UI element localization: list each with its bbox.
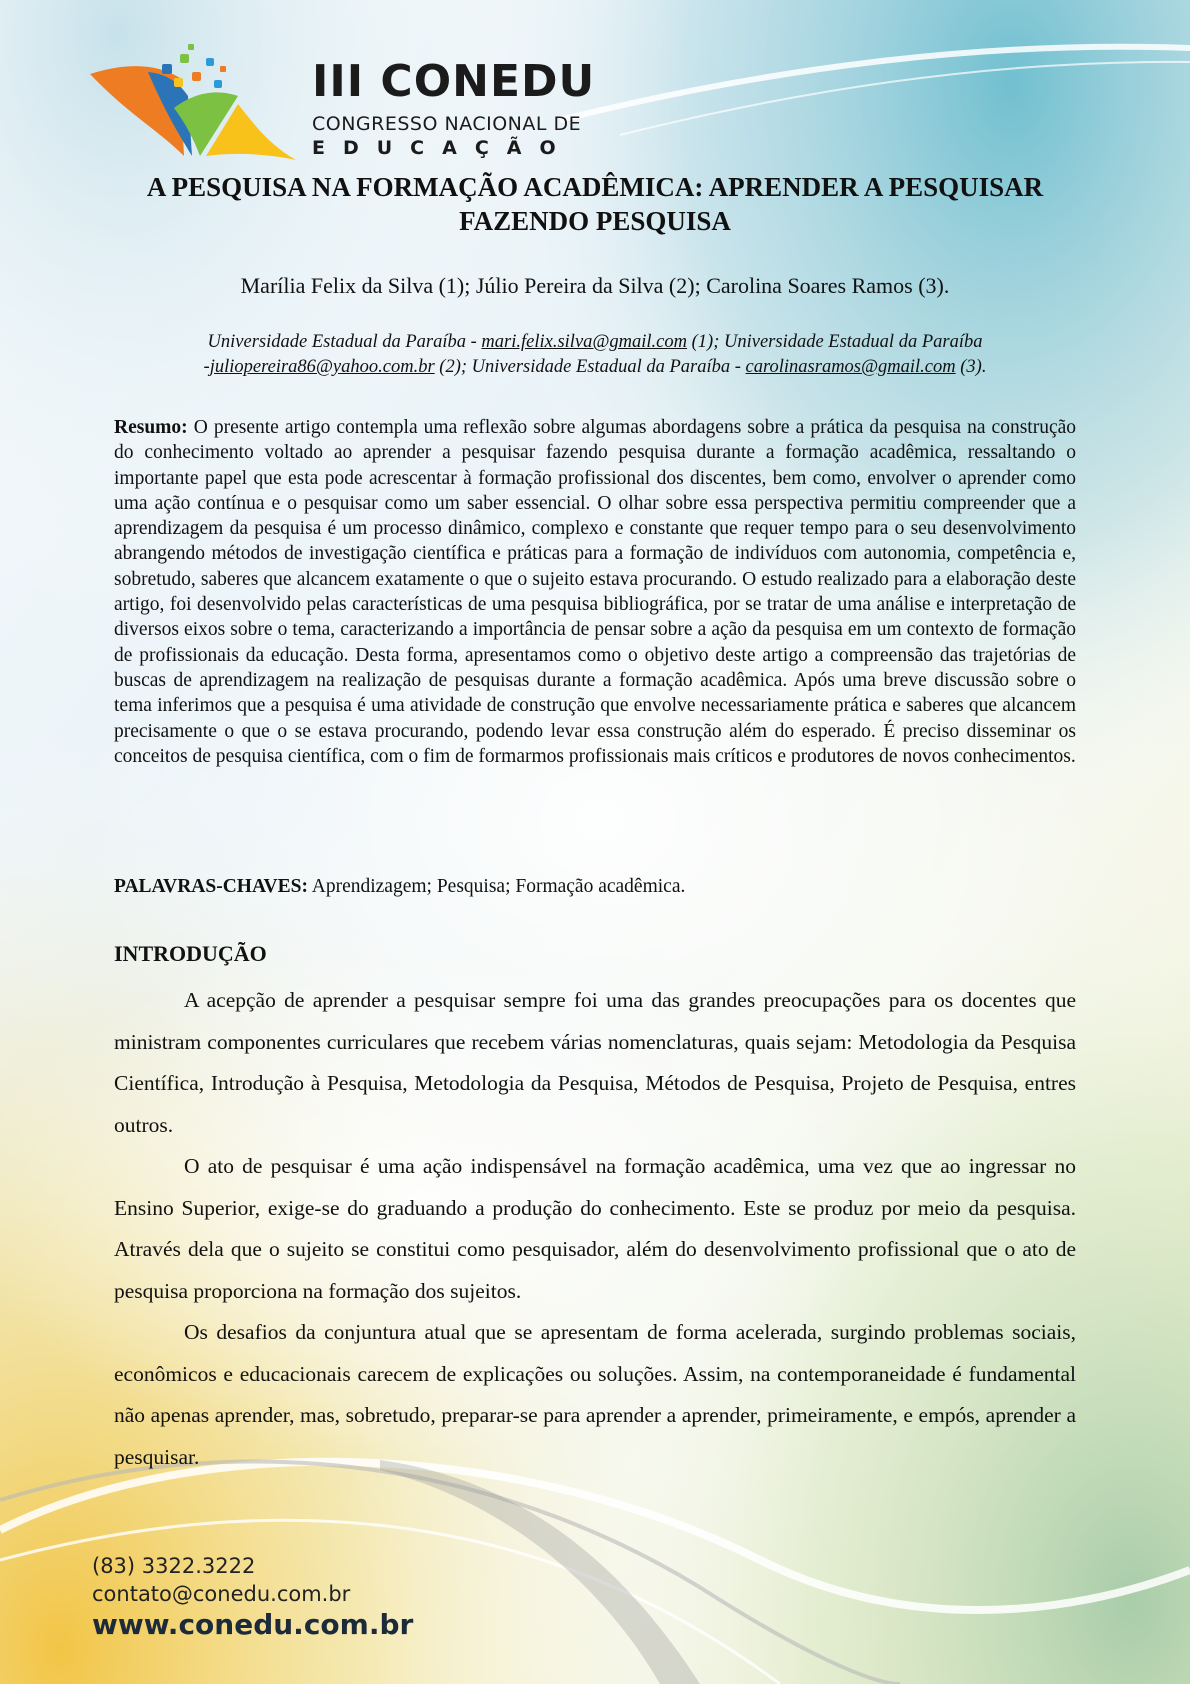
abstract-text: O presente artigo contempla uma reflexão sobre algumas abordagens sobre a prática da pesquisa na construção do conhecimento voltado ao aprender a pesquisar fazendo pesquisa durante a formação acadêmica, ressaltando o importante papel que esta pode acrescentar à formação profissional dos discentes, bem como, envolver o aprender como uma ação contínua e o pesquisar como um saber essencial. O olhar sobre essa perspectiva permitiu compreender que a aprendizagem da pesquisa é um processo dinâmico, complexo e constante que requer tempo para o seu desenvolvimento abrangendo métodos de investigação científica e práticas para a formação de indivíduos com autonomia, competência e, sobretudo, saberes que alcancem exatamente o que o sujeito estava procurando. O estudo realizado para a elaboração deste artigo, foi desenvolvido pelas características de uma pesquisa bibliográfica, por se tratar de uma análise e interpretação de diversos eixos sobre o tema, caracterizando a importância de pensar sobre a ação da pesquisa em um contexto de formação de profissionais da educação. Desta forma, apresentamos como o objetivo deste artigo a compreensão das trajetórias de buscas de aprendizagem na realização de pesquisas durante a formação acadêmica. Após uma breve discussão sobre o tema inferimos que a pesquisa é uma atividade de construção que envolve necessariamente prática e saberes que alcancem precisamente o que o se estava procurando, podendo levar essa construção além do esperado. É preciso disseminar os conceitos de pesquisa científica, com o fim de formarmos profissionais mais críticos e produtores de novos conhecimentos. <box>114 417 1076 767</box>
paragraph: Os desafios da conjuntura atual que se apresentam de forma acelerada, surgindo problemas sociais, econômicos e educacionais carecem de explicações ou soluções. Assim, na contemporaneidade é fundamental não apenas aprender, mas, sobretudo, preparar-se para aprender a aprender, primeiramente, e empós, aprender a pesquisar. <box>114 1320 1076 1469</box>
abstract <box>114 415 1076 769</box>
keywords-label: PALAVRAS-CHAVES: <box>114 876 308 897</box>
email-link[interactable]: mari.felix.silva@gmail.com <box>481 332 688 352</box>
affiliation-text: - <box>203 357 210 377</box>
keywords <box>114 874 1076 899</box>
brand-wordmark <box>312 56 596 160</box>
email-link[interactable]: carolinasramos@gmail.com <box>745 357 956 377</box>
affiliation-line2 <box>150 355 1040 380</box>
footer-email[interactable]: contato@conedu.com.br <box>92 1582 351 1606</box>
brand-subtitle-line1: CONGRESSO NACIONAL DE <box>312 113 582 135</box>
affiliation-text: (3). <box>955 357 987 377</box>
affiliation-line1 <box>150 330 1040 355</box>
abstract-label: Resumo: <box>114 417 188 438</box>
footer-website[interactable]: www.conedu.com.br <box>92 1608 414 1641</box>
affiliation-text: (1); Universidade Estadual da Paraíba <box>687 332 983 352</box>
brand-title: III CONEDU <box>312 56 596 107</box>
paper-title <box>100 170 1090 238</box>
paragraph: O ato de pesquisar é uma ação indispensável na formação acadêmica, uma vez que ao ingressar no Ensino Superior, exige-se do graduando a produção do conhecimento. Este se produz por meio da pesquisa. Através dela que o sujeito se constitui como pesquisador, além do desenvolvimento profissional que o ato de pesquisa proporciona na formação dos sujeitos. <box>114 1154 1076 1303</box>
open-book-with-app-icons <box>88 44 298 164</box>
affiliation-text: (2); Universidade Estadual da Paraíba - <box>434 357 746 377</box>
affiliation-text: Universidade Estadual da Paraíba - <box>207 332 482 352</box>
paper-title-line2: FAZENDO PESQUISA <box>459 206 731 236</box>
section-heading-introduction: INTRODUÇÃO <box>114 941 267 966</box>
email-link[interactable]: juliopereira86@yahoo.com.br <box>209 357 435 377</box>
paragraph: A acepção de aprender a pesquisar sempre foi uma das grandes preocupações para os docentes que ministram componentes curriculares que recebem várias nomenclaturas, quais sejam: Metodologia da Pesquisa Científica, Introdução à Pesquisa, Metodologia da Pesquisa, Métodos de Pesquisa, Projeto de Pesquisa, entres outros. <box>114 988 1076 1137</box>
footer-phone: (83) 3322.3222 <box>92 1554 256 1578</box>
paper-title-line1: A PESQUISA NA FORMAÇÃO ACADÊMICA: APRENDER A PESQUISAR <box>146 172 1044 202</box>
introduction-body <box>114 980 1076 1478</box>
keywords-text: Aprendizagem; Pesquisa; Formação acadêmica. <box>307 876 686 897</box>
footer-contact <box>92 1552 413 1642</box>
brand-subtitle-line2: EDUCAÇÃO <box>312 137 574 159</box>
authors: Marília Felix da Silva (1); Júlio Pereira da Silva (2); Carolina Soares Ramos (3). <box>240 273 950 298</box>
affiliations <box>150 330 1040 380</box>
